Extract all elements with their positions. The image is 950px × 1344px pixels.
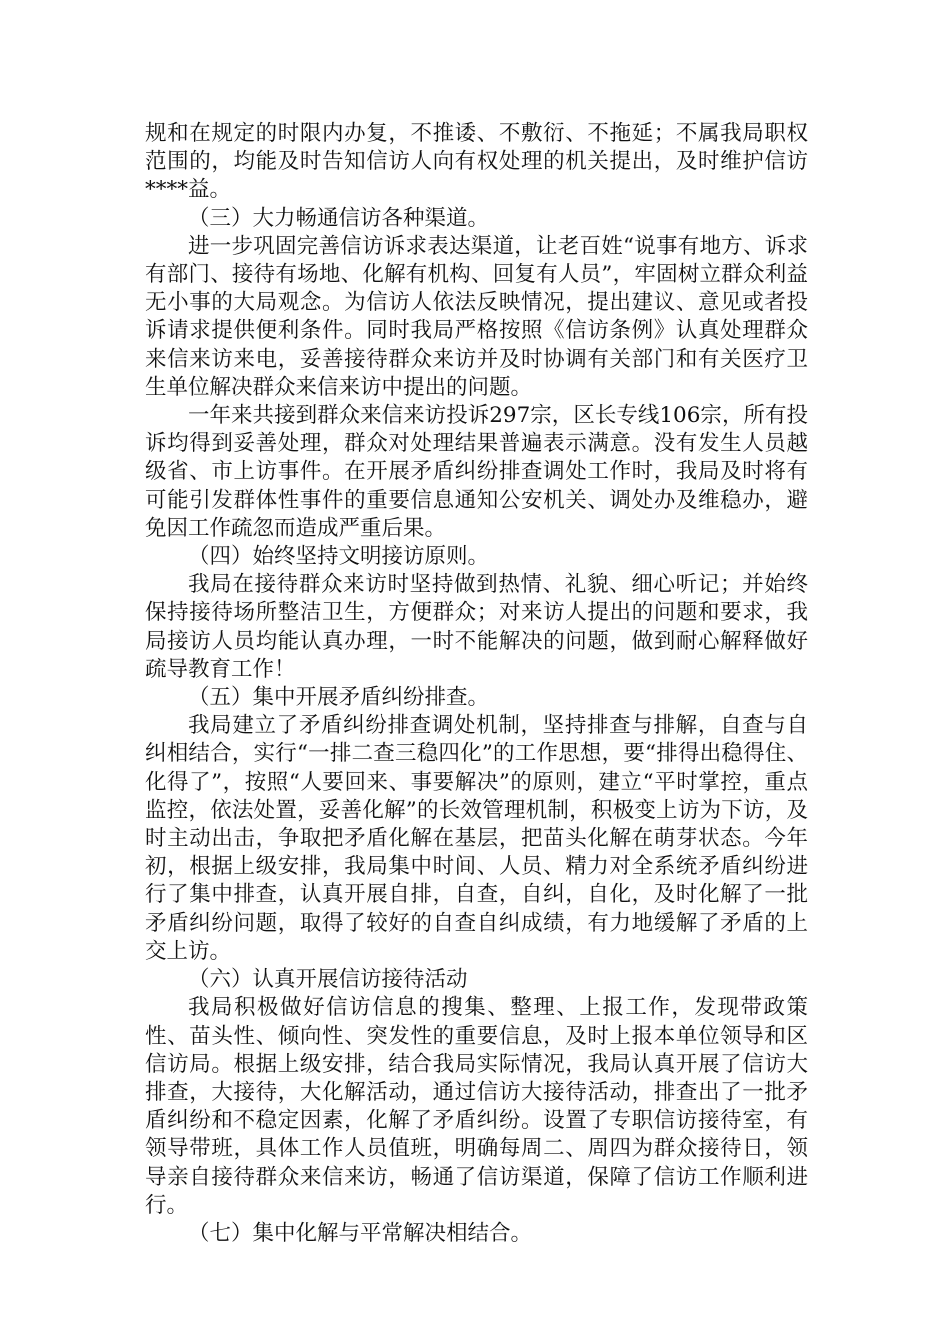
- paragraph-continuation: 规和在规定的时限内办复，不推诿、不敷衍、不拖延；不属我局职权范围的，均能及时告知信访人向有权处理的机关提出，及时维护信访****益。: [145, 121, 808, 203]
- paragraph-statistics: 一年来共接到群众来信来访投诉297宗，区长专线106宗，所有投诉均得到妥善处理，群众对处理结果普遍表示满意。没有发生人员越级省、市上访事件。在开展矛盾纠纷排查调处工作时，我局及时将有可能引发群体性事件的重要信息通知公安机关、调处办及维稳办，避免因工作疏忽而造成严重后果。: [145, 403, 808, 541]
- paragraph-reception-activities: 我局积极做好信访信息的搜集、整理、上报工作，发现带政策性、苗头性、倾向性、突发性的重要信息，及时上报本单位领导和区信访局。根据上级安排，结合我局实际情况，我局认真开展了信访大排查，大接待，大化解活动，通过信访大接待活动，排查出了一批矛盾纠纷和不稳定因素，化解了矛盾纠纷。设置了专职信访接待室，有领导带班，具体工作人员值班，明确每周二、周四为群众接待日，领导亲自接待群众来信来访，畅通了信访渠道，保障了信访工作顺利进行。: [145, 995, 808, 1218]
- paragraph-civil-reception: 我局在接待群众来访时坚持做到热情、礼貌、细心听记；并始终保持接待场所整洁卫生，方便群众；对来访人提出的问题和要求，我局接访人员均能认真办理，一时不能解决的问题，做到耐心解释做好疏导教育工作！: [145, 572, 808, 682]
- section-heading-4: （四）始终坚持文明接访原则。: [188, 544, 490, 570]
- document-page: [145, 120, 808, 1248]
- section-heading-6: （六）认真开展信访接待活动: [188, 967, 468, 993]
- section-heading-5: （五）集中开展矛盾纠纷排查。: [188, 685, 490, 711]
- section-heading-3: （三）大力畅通信访各种渠道。: [188, 205, 490, 231]
- paragraph-channels: 进一步巩固完善信访诉求表达渠道，让老百姓“说事有地方、诉求有部门、接待有场地、化解有机构、回复有人员”，牢固树立群众利益无小事的大局观念。为信访人依法反映情况，提出建议、意见或者投诉请求提供便利条件。同时我局严格按照《信访条例》认真处理群众来信来访来电，妥善接待群众来访并及时协调有关部门和有关医疗卫生单位解决群众来信来访中提出的问题。: [145, 233, 808, 400]
- paragraph-dispute-screening: 我局建立了矛盾纠纷排查调处机制，坚持排查与排解，自查与自纠相结合，实行“一排二查三稳四化”的工作思想，要“排得出稳得住、化得了”，按照“人要回来、事要解决”的原则，建立“平时掌控，重点监控，依法处置，妥善化解”的长效管理机制，积极变上访为下访，及时主动出击，争取把矛盾化解在基层，把苗头化解在萌芽状态。今年初，根据上级安排，我局集中时间、人员、精力对全系统矛盾纠纷进行了集中排查，认真开展自排，自查，自纠，自化，及时化解了一批矛盾纠纷问题，取得了较好的自查自纠成绩，有力地缓解了矛盾的上交上访。: [145, 713, 808, 964]
- section-heading-7: （七）集中化解与平常解决相结合。: [188, 1220, 533, 1246]
